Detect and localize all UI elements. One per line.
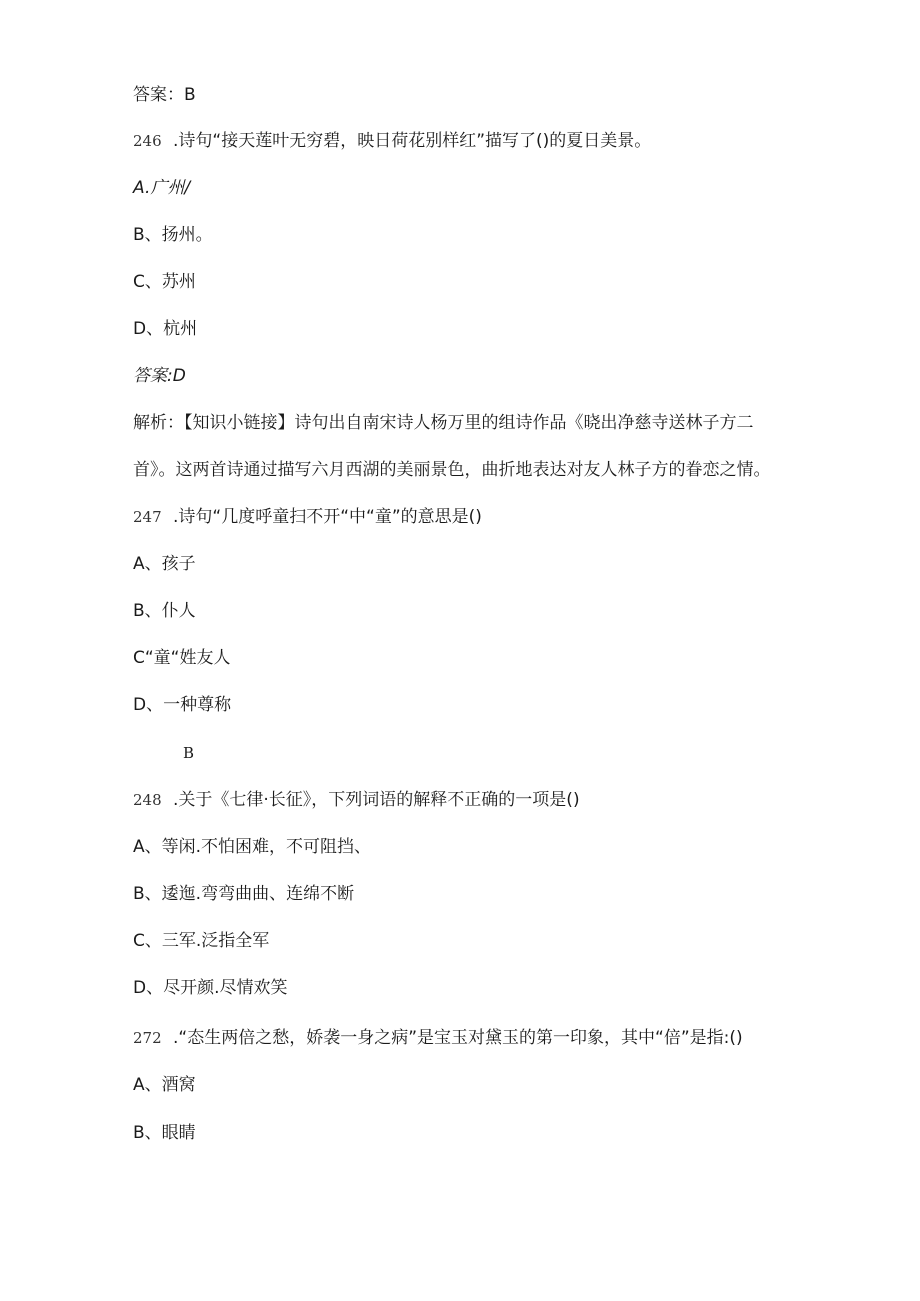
question-number: 247 [133,508,162,526]
option-b: B、仆人 [133,601,196,621]
question-272 [133,1027,743,1049]
question-248 [133,789,580,811]
option-a: A、酒窝 [133,1075,196,1095]
question-number: 248 [133,791,162,809]
option-b: B、逶迤.弯弯曲曲、连绵不断 [133,884,355,904]
question-text: .关于《七律·长征》，下列词语的解释不正确的一项是() [173,790,580,810]
question-number: 246 [133,132,162,150]
option-a: A.广州/ [133,178,191,198]
question-text: .诗句“几度呼童扫不开“中“童”的意思是() [173,507,482,527]
answer-line: 答案:D [133,366,186,386]
answer-line: 答案：B [133,85,196,105]
explanation-line-1: 解析：【知识小链接】诗句出自南宋诗人杨万里的组诗作品《晓出净慈寺送林子方二 [133,413,754,433]
question-247 [133,506,482,528]
option-c: C“童“姓友人 [133,648,231,668]
option-c: C、三军.泛指全军 [133,931,270,951]
option-b: B、眼睛 [133,1123,196,1143]
question-number: 272 [133,1029,162,1047]
answer-line: B [183,744,195,762]
option-a: A、等闲.不怕困难，不可阻挡、 [133,837,372,857]
question-text: .“态生两倍之愁，娇袭一身之病”是宝玉对黛玉的第一印象，其中“倍”是指:() [173,1028,743,1048]
question-text: .诗句“接天莲叶无穷碧，映日荷花别样红”描写了()的夏日美景。 [173,131,652,151]
option-a: A、孩子 [133,554,196,574]
question-246 [133,130,651,152]
option-d: D、尽开颜.尽情欢笑 [133,978,288,998]
option-d: D、杭州 [133,319,198,339]
option-d: D、一种尊称 [133,695,232,715]
option-b: B、扬州。 [133,225,213,245]
option-c: C、苏州 [133,272,196,292]
explanation-line-2: 首》。这两首诗通过描写六月西湖的美丽景色，曲折地表达对友人林子方的眷恋之情。 [133,460,771,480]
